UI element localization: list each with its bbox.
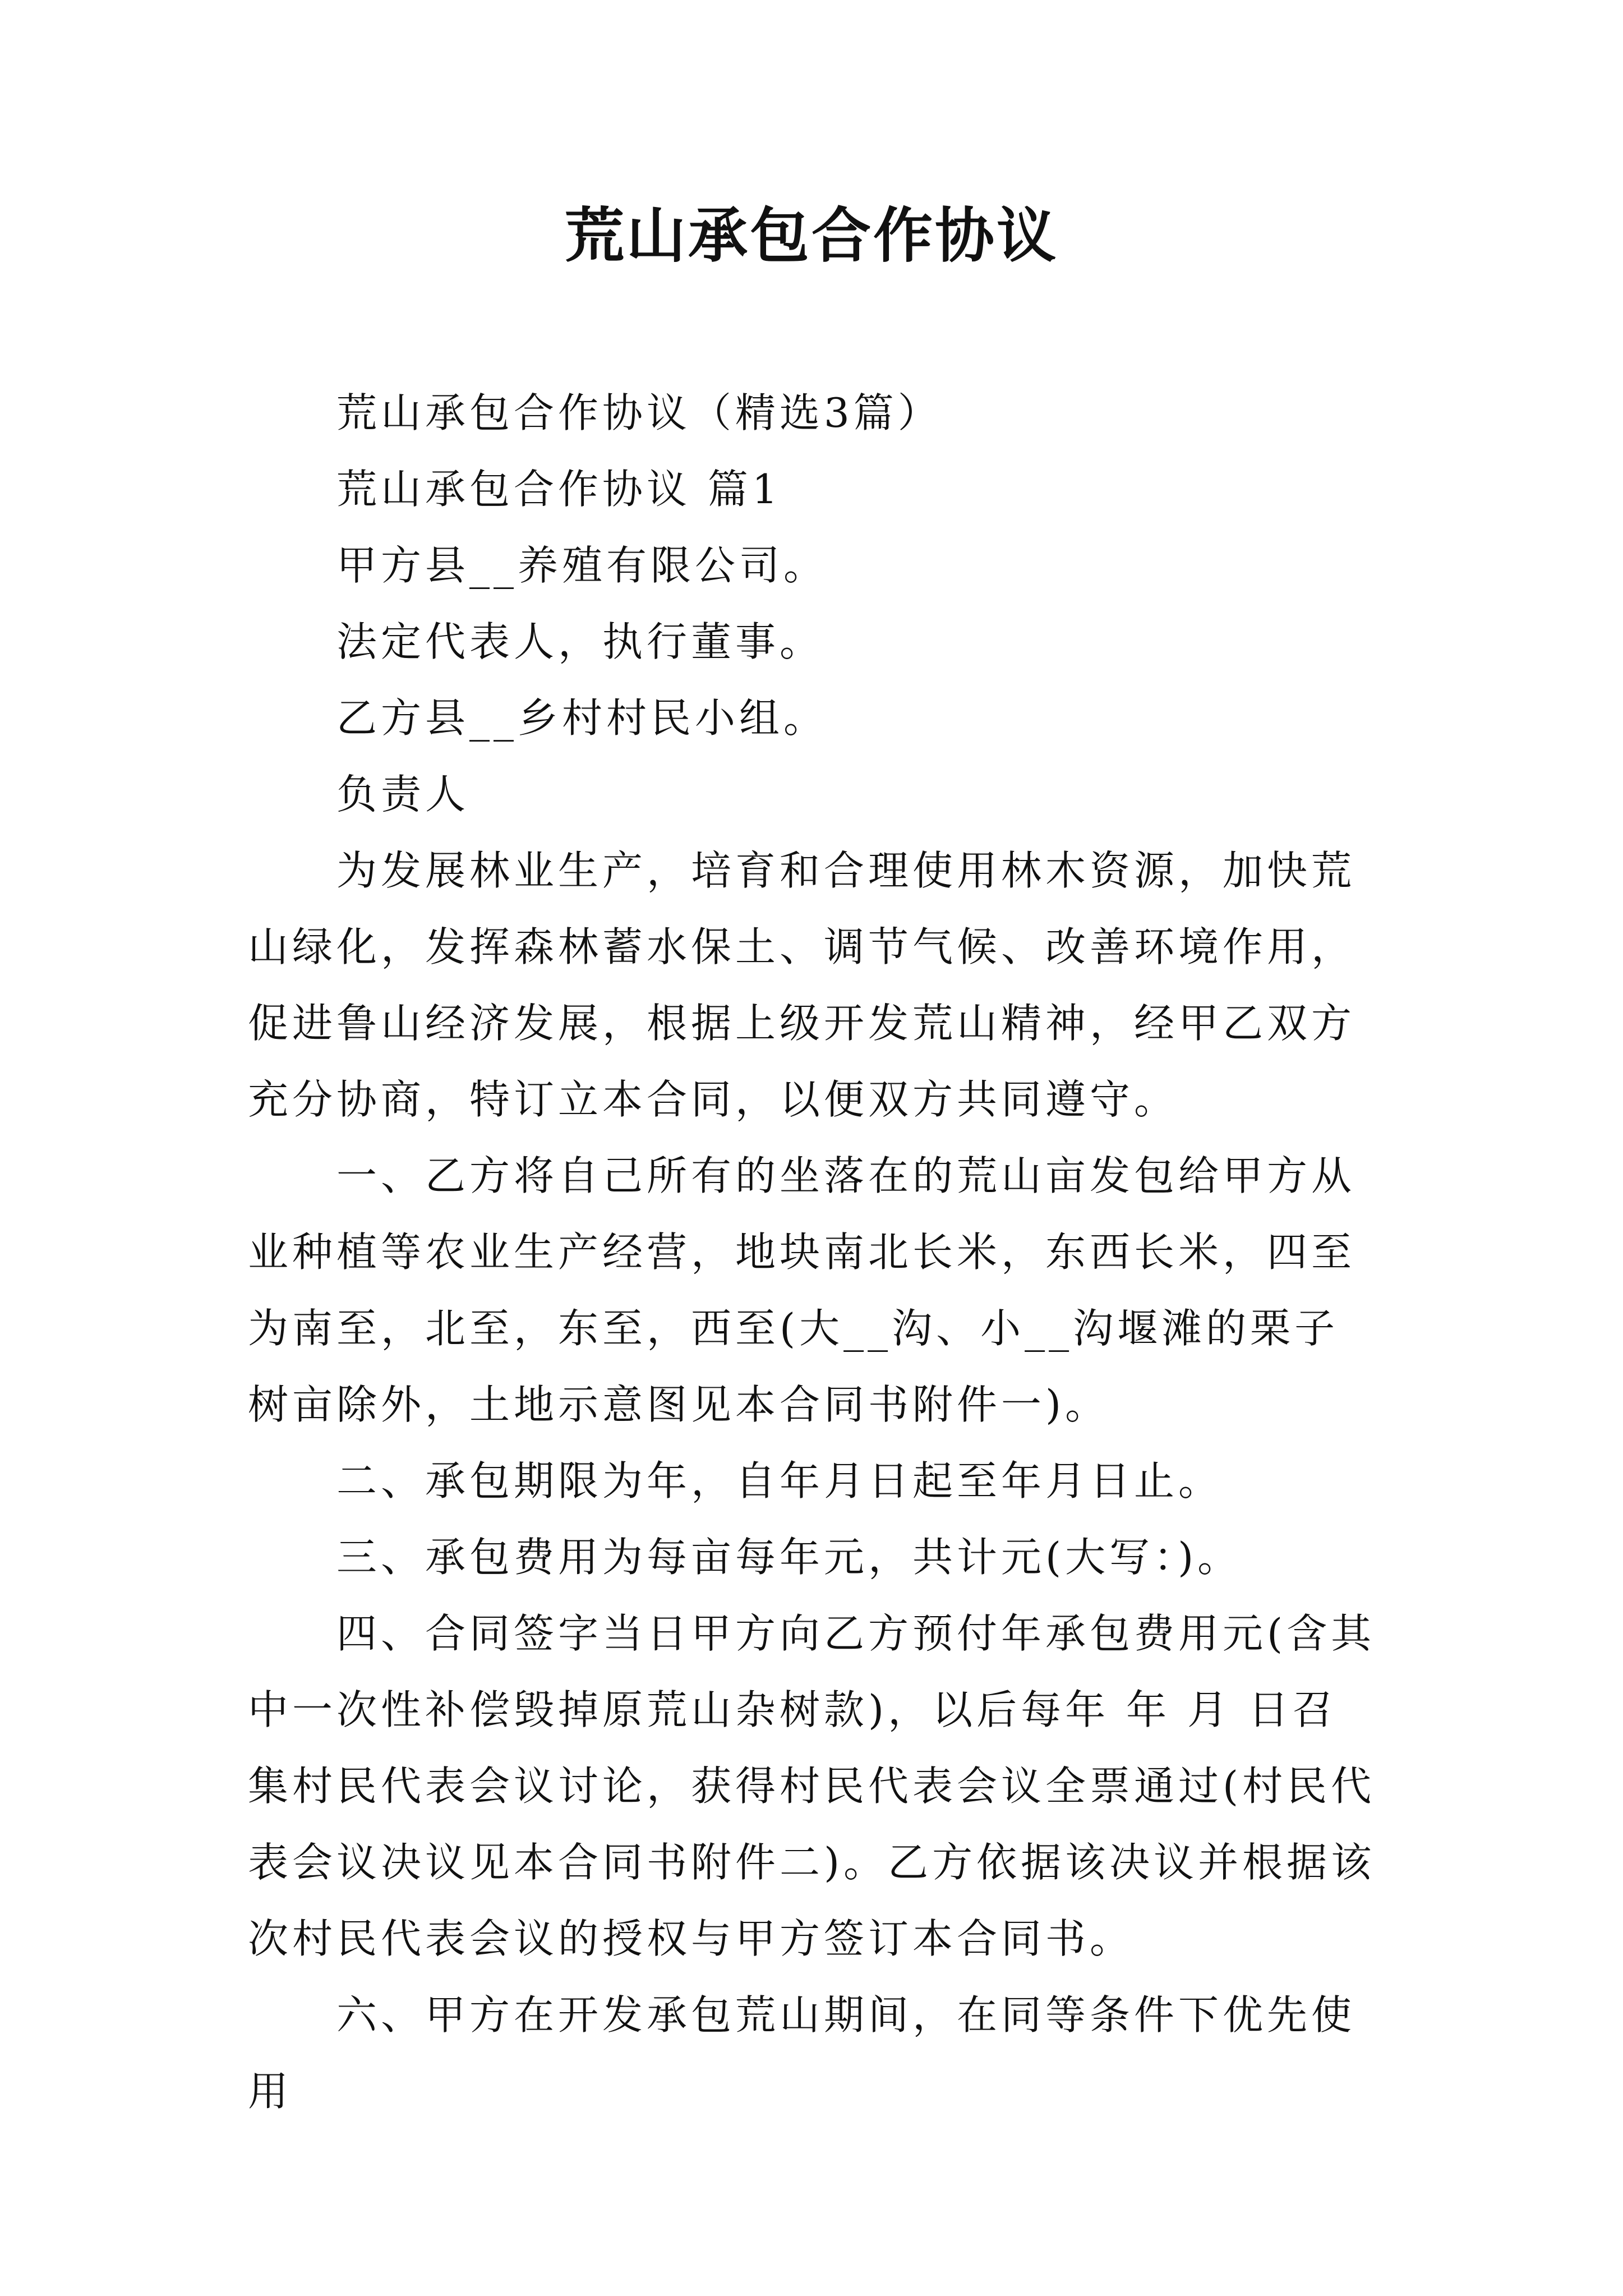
paragraph-preamble: 为发展林业生产，培育和合理使用林木资源，加快荒山绿化，发挥森林蓄水保土、调节气候、改善环境作用，促进鲁山经济发展，根据上级开发荒山精神，经甲乙双方充分协商，特订立本合同，以便双方共同遵守。 xyxy=(248,847,1356,1123)
paragraph-legal-representative: 法定代表人，执行董事。 xyxy=(336,618,824,665)
paragraph-clause-1: 一、乙方将自己所有的坐落在的荒山亩发包给甲方从业种植等农业生产经营，地块南北长米，东西长米，四至为南至，北至，东至，西至(大__沟、小__沟堰滩的栗子树亩除外，土地示意图见本合同书附件一)。 xyxy=(248,1152,1356,1428)
paragraph-clause-2: 二、承包期限为年，自年月日起至年月日止。 xyxy=(336,1457,1223,1504)
paragraph-collection-heading: 荒山承包合作协议（精选3篇） xyxy=(336,389,942,436)
paragraph-section-heading: 荒山承包合作协议 篇1 xyxy=(336,466,782,513)
document-title: 荒山承包合作协议 xyxy=(565,200,1058,270)
paragraph-clause-3: 三、承包费用为每亩每年元，共计元(大写：)。 xyxy=(336,1534,1242,1581)
paragraph-clause-6: 六、甲方在开发承包荒山期间，在同等条件下优先使用 xyxy=(248,1991,1356,2115)
paragraph-party-a: 甲方县__养殖有限公司。 xyxy=(336,542,828,589)
paragraph-party-b: 乙方县__乡村村民小组。 xyxy=(336,694,828,742)
paragraph-responsible-person: 负责人 xyxy=(336,771,470,818)
document-body xyxy=(248,375,1380,2129)
paragraph-clause-4: 四、合同签字当日甲方向乙方预付年承包费用元(含其中一次性补偿毁掉原荒山杂树款)，以后每年 年 月 日召集村民代表会议讨论，获得村民代表会议全票通过(村民代表会议决议见本合同书附件二)。乙方依据该决议并根据该次村民代表会议的授权与甲方签订本合同书。 xyxy=(248,1610,1376,1962)
